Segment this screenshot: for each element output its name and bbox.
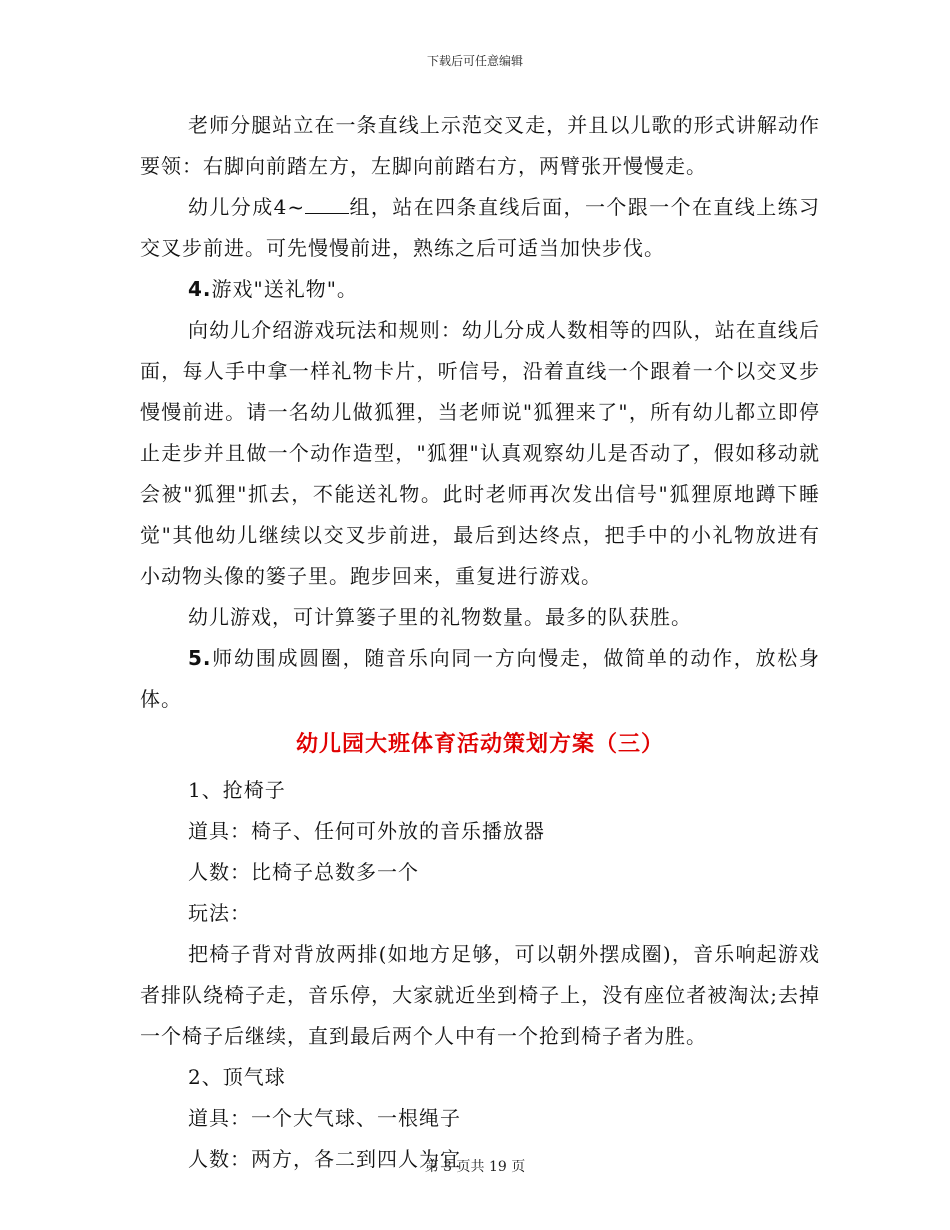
step-4-text: 游戏"送礼物"。	[211, 277, 358, 301]
paragraph-grouping-after: 组，站在四条直线后面，一个跟一个在直线上练习交叉步前进。可先慢慢前进，熟练之后可适当加快步伐。	[140, 195, 821, 260]
game2-people: 人数：两方，各二到四人为宜	[188, 1147, 461, 1171]
game1-play: 把椅子背对背放两排(如地方足够，可以朝外摆成圈)，音乐响起游戏者排队绕椅子走，音乐停，大家就近坐到椅子上，没有座位者被淘汰;去掉一个椅子后继续，直到最后两个人中有一个抢到椅子者为胜。	[140, 942, 820, 1048]
step-5-number: 5.	[188, 646, 212, 670]
step-5-item	[140, 638, 820, 720]
paragraph-game-result: 幼儿游戏，可计算篓子里的礼物数量。最多的队获胜。	[188, 605, 692, 629]
game1-play-label: 玩法：	[188, 901, 251, 925]
fill-blank-line	[305, 195, 349, 214]
step-5-text: 师幼围成圆圈，随音乐向同一方向慢走，做简单的动作，放松身体。	[140, 646, 820, 711]
document-body	[140, 105, 820, 1180]
game1-props: 道具：椅子、任何可外放的音乐播放器	[188, 819, 545, 843]
game2-props: 道具：一个大气球、一根绳子	[188, 1106, 461, 1130]
game1-title: 1、抢椅子	[188, 778, 286, 802]
step-4-number: 4.	[188, 277, 212, 301]
game2-title: 2、顶气球	[188, 1065, 286, 1089]
paragraph-demonstration: 老师分腿站立在一条直线上示范交叉走，并且以儿歌的形式讲解动作要领：右脚向前踏左方，左脚向前踏右方，两臂张开慢慢走。	[140, 113, 820, 178]
paragraph-grouping	[140, 187, 820, 269]
page-header: 下载后可任意编辑	[426, 54, 523, 68]
page-footer: 第 3 页共 19 页	[424, 1159, 526, 1175]
paragraph-game-rules: 向幼儿介绍游戏玩法和规则：幼儿分成人数相等的四队，站在直线后面，每人手中拿一样礼物卡片，听信号，沿着直线一个跟着一个以交叉步慢慢前进。请一名幼儿做狐狸，当老师说"狐狸来了"，所有幼儿都立即停止走步并且做一个动作造型，"狐狸"认真观察幼儿是否动了，假如移动就会被"狐狸"抓去，不能送礼物。此时老师再次发出信号"狐狸原地蹲下睡觉"其他幼儿继续以交叉步前进，最后到达终点，把手中的小礼物放进有小动物头像的篓子里。跑步回来，重复进行游戏。	[140, 318, 820, 588]
paragraph-grouping-before: 幼儿分成4~	[188, 195, 306, 219]
section-title: 幼儿园大班体育活动策划方案（三）	[295, 732, 664, 757]
step-4-item	[140, 269, 820, 310]
game1-people: 人数：比椅子总数多一个	[188, 860, 419, 884]
